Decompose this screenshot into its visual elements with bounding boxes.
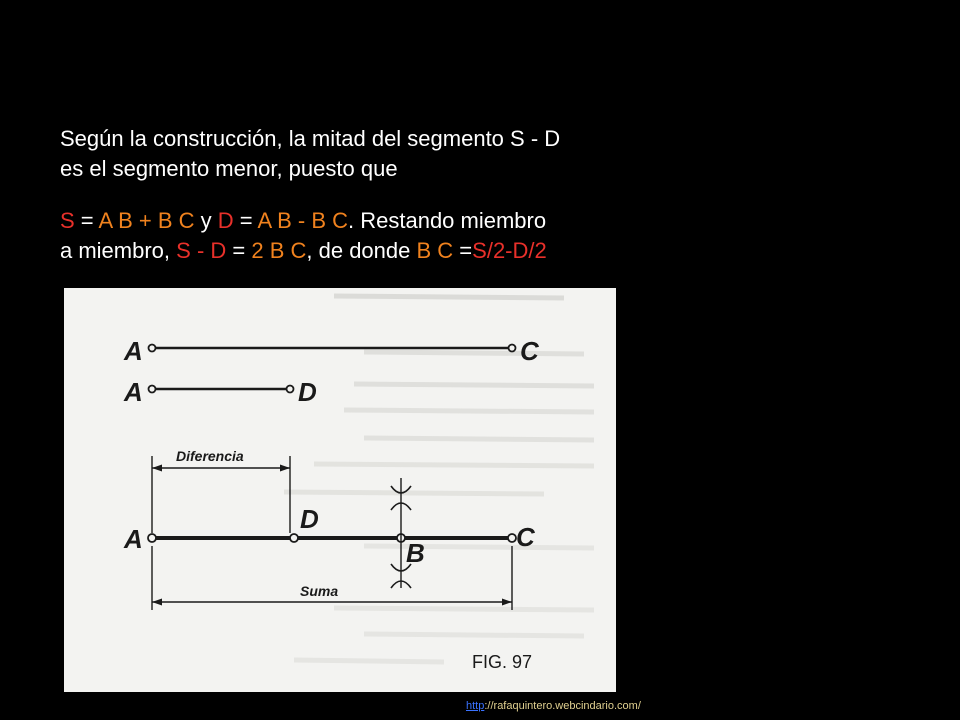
- text-restando: . Restando miembro: [348, 208, 547, 233]
- label-a-main: A: [124, 524, 143, 554]
- equals-1: =: [74, 208, 99, 233]
- figure-caption: FIG. 97: [472, 652, 533, 672]
- paragraph-line-2: es el segmento menor, puesto que: [60, 156, 398, 181]
- label-c-main: C: [516, 522, 535, 552]
- expr-bc: B C: [416, 238, 454, 263]
- paragraph-line-1: Según la construcción, la mitad del segmento S - D: [60, 126, 561, 151]
- point-d-main: [290, 534, 298, 542]
- diferencia-dimension: [152, 448, 290, 533]
- var-s: S: [60, 208, 75, 233]
- segment-ad: [123, 377, 317, 407]
- paragraph-equations: [60, 206, 700, 266]
- label-a-second: A: [124, 377, 143, 407]
- word-y: y: [194, 208, 218, 233]
- expr-2bc: 2 B C: [251, 238, 307, 263]
- label-c-top: C: [520, 336, 539, 366]
- footer-url-text: ://rafaquintero.webcindario.com/: [484, 700, 641, 712]
- diagram-svg: [64, 288, 616, 692]
- label-b-main: B: [406, 538, 425, 568]
- point-a-main: [148, 534, 156, 542]
- segment-ac-main: [123, 504, 536, 568]
- text-a-miembro: a miembro,: [60, 238, 177, 263]
- text-de-donde: , de donde: [306, 238, 417, 263]
- expr-s-minus-d: S - D: [176, 238, 227, 263]
- point-c-main: [508, 534, 516, 542]
- scan-background-lines: [284, 296, 594, 662]
- expr-result: S/2-D/2: [472, 238, 547, 263]
- point-c-top: [509, 345, 516, 352]
- label-suma: Suma: [300, 583, 339, 599]
- point-a-second: [149, 386, 156, 393]
- expr-ab-minus-bc: A B - B C: [257, 208, 349, 233]
- expr-ab-plus-bc: A B + B C: [98, 208, 195, 233]
- equals-3: =: [226, 238, 252, 263]
- footer-link[interactable]: http: [466, 700, 485, 712]
- label-a-top: A: [124, 336, 143, 366]
- var-d: D: [217, 208, 234, 233]
- label-diferencia: Diferencia: [176, 448, 244, 464]
- label-d-main: D: [300, 504, 319, 534]
- equals-4: =: [453, 238, 473, 263]
- point-a-top: [149, 345, 156, 352]
- footer-credit: [466, 700, 641, 712]
- point-d-second: [287, 386, 294, 393]
- suma-dimension: [152, 546, 512, 610]
- paragraph-construction: [60, 124, 700, 184]
- label-d-second: D: [298, 377, 317, 407]
- equals-2: =: [233, 208, 258, 233]
- figure-97-diagram: [64, 288, 616, 692]
